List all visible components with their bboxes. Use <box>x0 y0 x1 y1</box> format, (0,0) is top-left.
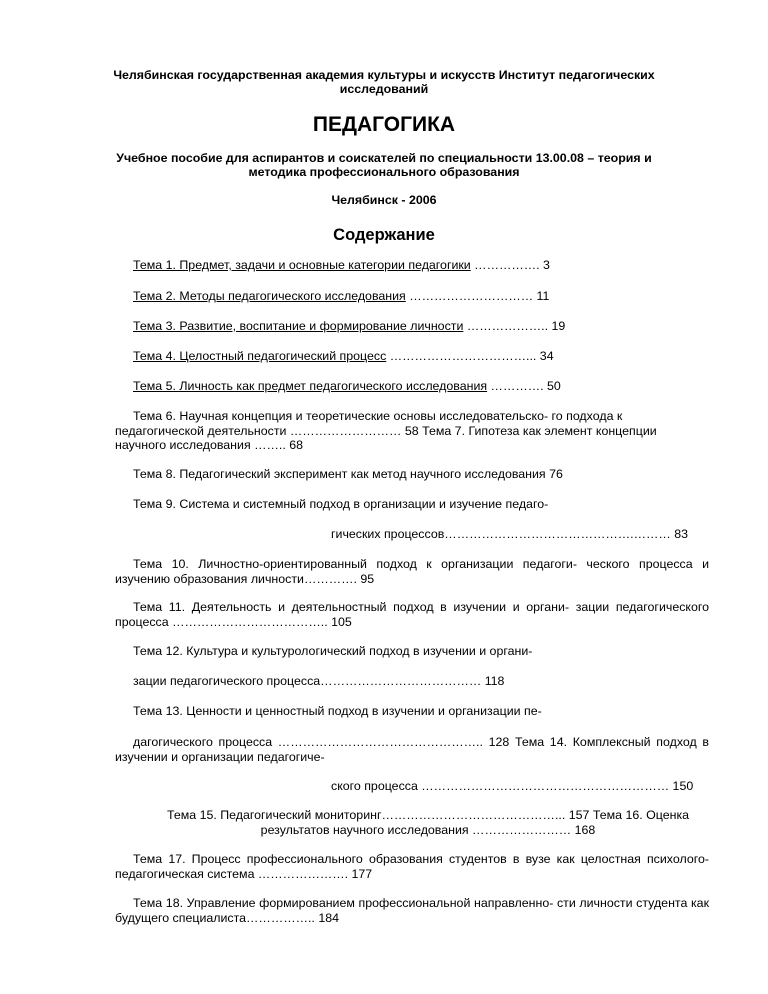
document-title: ПЕДАГОГИКА <box>312 113 456 136</box>
toc-item-9-line2: гических процессов……………………………………….……… 83 <box>331 527 689 541</box>
toc-item-11: Тема 11. Деятельность и деятельностный подход в изучении и органи- зации педагогического процесса ……………………………….. 105 <box>115 600 709 629</box>
toc-item-6-7: Тема 6. Научная концепция и теоретические основы исследовательско- го подхода к педагогической деятельности ……………………… 58 Тема 7. Гипотеза как элемент концепции научного исследования …….. 68 <box>115 409 657 452</box>
toc-item-2 <box>133 289 549 304</box>
city-year: Челябинск - 2006 <box>331 193 437 207</box>
toc-link-4[interactable]: Тема 4. Целостный педагогический процесс <box>133 349 387 363</box>
toc-link-3[interactable]: Тема 3. Развитие, воспитание и формирование личности <box>133 319 464 333</box>
toc-item-3 <box>133 319 565 334</box>
toc-link-2[interactable]: Тема 2. Методы педагогического исследования <box>133 289 406 303</box>
toc-item-15-16: Тема 15. Педагогический мониторинг……………………………………... 157 Тема 16. Оценка результатов научного исследования …………………… 168 <box>166 808 690 837</box>
toc-item-10: Тема 10. Личностно-ориентированный подход к организации педагоги- ческого процесса и изучению образования личности…………. 95 <box>115 557 709 586</box>
toc-item-12-line2: зации педагогического процесса………………………………… 118 <box>133 674 505 688</box>
toc-heading: Содержание <box>333 226 435 244</box>
toc-item-12-line1: Тема 12. Культура и культурологический подход в изучении и органи- <box>133 644 533 658</box>
toc-link-5[interactable]: Тема 5. Личность как предмет педагогического исследования <box>133 379 488 393</box>
toc-item-8: Тема 8. Педагогический эксперимент как метод научного исследования 76 <box>133 467 563 481</box>
toc-item-4 <box>133 349 554 364</box>
toc-item-5 <box>133 379 561 394</box>
toc-item-13-line1: Тема 13. Ценности и ценностный подход в изучении и организации пе- <box>133 704 542 718</box>
toc-page-3: ……………….. 19 <box>463 319 566 333</box>
toc-page-2: ………………………… 11 <box>405 289 550 303</box>
toc-item-14-line3: ского процесса …………………………………………………… 150 <box>331 779 694 793</box>
toc-page-4: ……………………………... 34 <box>386 349 554 363</box>
toc-item-13-14: дагогического процесса ………………………………………….. 128 Тема 14. Комплексный подход в изучении и организации педагогиче- <box>115 735 709 764</box>
toc-item-18: Тема 18. Управление формированием профессиональной направленно- сти личности студента как будущего специалиста…………….. 184 <box>115 896 709 925</box>
toc-item-9-line1: Тема 9. Система и системный подход в организации и изучение педаго- <box>133 497 549 511</box>
toc-page-1: ……………. 3 <box>470 258 550 272</box>
toc-link-1[interactable]: Тема 1. Предмет, задачи и основные категории педагогики <box>133 258 471 272</box>
toc-page-5: …………. 50 <box>487 379 561 393</box>
document-subtitle: Учебное пособие для аспирантов и соискателей по специальности 13.00.08 – теория и методика профессионального образования <box>116 151 652 179</box>
institution-name: Челябинская государственная академия культуры и искусств Институт педагогических исследований <box>113 68 655 96</box>
toc-item-1 <box>133 258 550 273</box>
toc-item-17: Тема 17. Процесс профессионального образования студентов в вузе как целостная психолого-педагогическая система …………………. 177 <box>115 852 709 881</box>
